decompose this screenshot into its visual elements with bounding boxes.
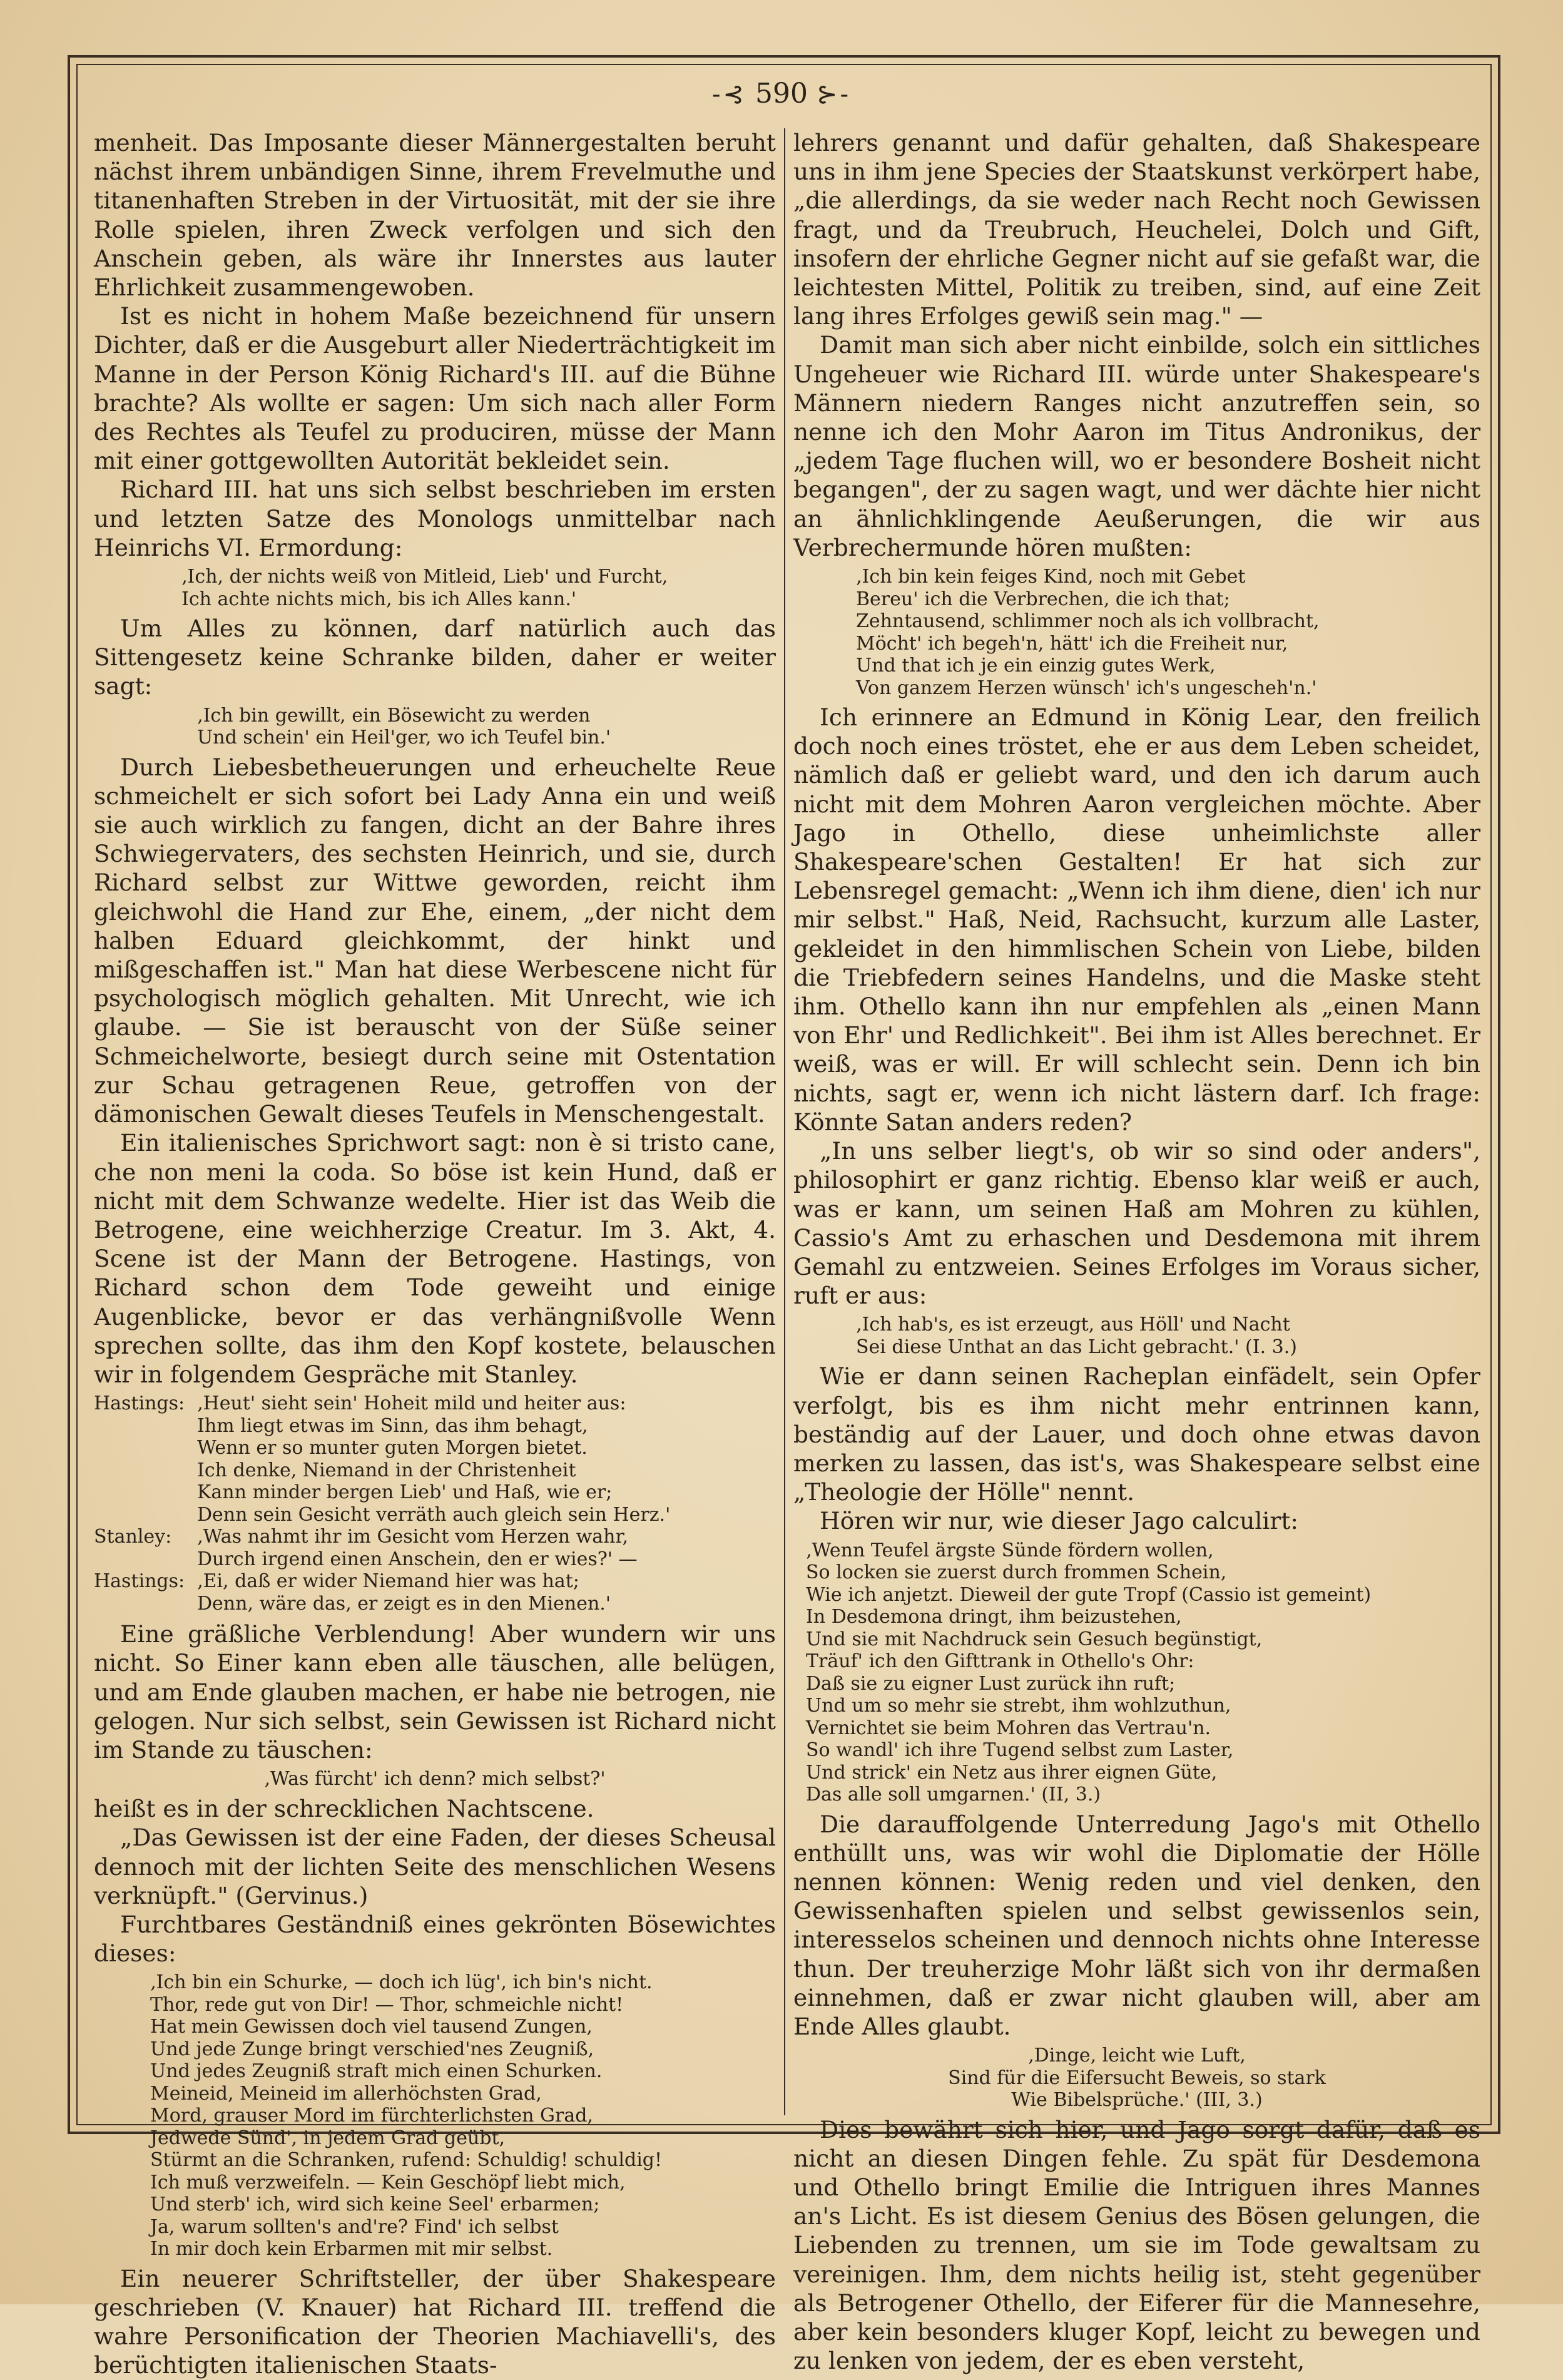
speech-line: Denn, wäre das, er zeigt es in den Mienen.' — [197, 1592, 611, 1615]
quote-line: Und sterb' ich, wird sich keine Seel' erbarmen; — [150, 2194, 600, 2216]
quote-line: Wie ich anjetzt. Dieweil der gute Tropf (Cassio ist gemeint) — [806, 1583, 1372, 1606]
paragraph: Die darauffolgende Unterredung Jago's mit Othello enthüllt uns, was wir wohl die Diplomatie der Hölle nennen können: Wenig reden und viel denken, den Gewissenhaften spielen und selbst gewissenlos sein, interesselos scheinen und dennoch nichts ohne Interesse thun. Der treuherzige Mohr läßt sich von ihr dermaßen einnehmen, daß er zwar nicht glauben will, aber am Ende Alles glaubt. — [793, 1810, 1480, 2040]
speech-line: Ihm liegt etwas im Sinn, das ihm behagt, — [197, 1414, 588, 1437]
quote-line: Stürmt an die Schranken, rufend: Schuldig! schuldig! — [150, 2149, 663, 2172]
quote-richard-2 — [94, 705, 776, 749]
speech-line: ‚Heut' sieht sein' Hoheit mild und heiter aus: — [197, 1392, 626, 1415]
paragraph: Ist es nicht in hohem Maße bezeichnend für unsern Dichter, daß er die Ausgeburt aller Niederträchtigkeit im Manne in der Person König Richard's III. auf die Bühne brachte? Als wollte er sagen: Um sich nach aller Form des Rechtes als Teufel zu produciren, müsse der Mann mit einer gottgewollten Autorität bekleidet sein. — [94, 302, 776, 475]
speech — [94, 1570, 776, 1615]
quote-jago-1 — [793, 1314, 1480, 1358]
quote-line: Zehntausend, schlimmer noch als ich vollbracht, — [856, 610, 1320, 633]
quote-jago-3 — [793, 2045, 1480, 2112]
paragraph: Durch Liebesbetheuerungen und erheuchelte Reue schmeichelt er sich sofort bei Lady Anna ein und weiß sie auch wirklich zu fangen, dicht an der Bahre ihres Schwiegervaters, des sechsten Heinrich, und sie, durch Richard selbst zur Wittwe geworden, reicht ihm gleichwohl die Hand zur Ehe, einem, „der nicht dem halben Eduard gleichkommt, der hinkt und mißgeschaffen ist." Man hat diese Werbescene nicht für psychologisch möglich gehalten. Mit Unrecht, wie ich glaube. — Sie ist berauscht von der Süße seiner Schmeichelworte, besiegt durch seine mit Ostentation zur Schau getragenen Reue, getroffen von der dämonischen Gewalt dieses Teufels in Menschengestalt. — [94, 753, 776, 1128]
paragraph: „In uns selber liegt's, ob wir so sind oder anders", philosophirt er ganz richtig. Ebenso klar weiß er auch, was er kann, um seinen Haß am Mohren zu kühlen, Cassio's Amt zu erhaschen und Desdemona mit ihrem Gemahl zu entzweien. Seines Erfolges im Voraus sicher, ruft er aus: — [793, 1137, 1480, 1310]
paragraph: Ein italienisches Sprichwort sagt: non è si tristo cane, che non meni la coda. So böse ist kein Hund, daß er nicht mit dem Schwanze wedelte. Hier ist das Weib die Betrogene, eine weichherzige Creatur. Im 3. Akt, 4. Scene ist der Mann der Betrogene. Hastings, von Richard schon dem Tode geweiht und einige Augenblicke, bevor er das verhängnißvolle Wenn sprechen sollte, das ihm den Kopf kostete, belauschen wir in folgendem Gespräche mit Stanley. — [94, 1129, 776, 1388]
quote-line: Von ganzem Herzen wünsch' ich's ungescheh'n.' — [856, 677, 1317, 699]
quote-line: So wandl' ich ihre Tugend selbst zum Laster, — [806, 1739, 1234, 1762]
quote-line: Ja, warum sollten's and're? Find' ich selbst — [150, 2215, 559, 2238]
quote-line: Ich achte nichts mich, bis ich Alles kann.' — [181, 588, 577, 610]
quote-line: Bereu' ich die Verbrechen, die ich that; — [856, 588, 1230, 610]
quote-richard-3: ‚Was fürcht' ich denn? mich selbst?' — [264, 1768, 606, 1790]
quote-line: Hat mein Gewissen doch viel tausend Zungen, — [150, 2016, 593, 2038]
column-divider — [784, 128, 785, 2115]
quote-richard-1 — [94, 566, 776, 610]
quote-line: ‚Dinge, leicht wie Luft, — [1028, 2045, 1246, 2067]
paragraph: Damit man sich aber nicht einbilde, solch ein sittliches Ungeheuer wie Richard III. würde unter Shakespeare's Männern niedern Ranges nicht anzutreffen sein, so nenne ich den Mohr Aaron im Titus Andronikus, der „jedem Tage fluchen will, wo er besondere Bosheit nicht begangen", der zu sagen wagt, und wer dächte hier nicht an ähnlichklingende Aeußerungen, die wir aus Verbrechermunde hören mußten: — [793, 331, 1480, 561]
quote-line: In Desdemona dringt, ihm beizustehen, — [806, 1606, 1182, 1628]
quote-line: Und schein' ein Heil'ger, wo ich Teufel bin.' — [197, 727, 611, 749]
dialogue-block — [94, 1392, 776, 1615]
page-number: 590 — [755, 78, 808, 110]
page-header — [0, 75, 1563, 113]
speech — [94, 1526, 776, 1570]
quote-line: Träuf' ich den Gifttrank in Othello's Ohr: — [806, 1650, 1194, 1673]
quote-line: Sei diese Unthat an das Licht gebracht.' (I. 3.) — [856, 1336, 1297, 1358]
ornament-right: ⊱- — [816, 80, 852, 109]
speech-line: Wenn er so munter guten Morgen bietet. — [197, 1437, 588, 1459]
speech-line: Denn sein Gesicht verräth auch gleich sein Herz.' — [197, 1503, 671, 1526]
speech-line: Durch irgend einen Anschein, den er wies?' — — [197, 1548, 638, 1570]
paragraph: Ich erinnere an Edmund in König Lear, den freilich doch noch eines tröstet, ehe er aus dem Leben scheidet, nämlich daß er geliebt ward, und den ich darum auch nicht mit dem Mohren Aaron vergleichen möchte. Aber Jago in Othello, diese unheimlichste aller Shakespeare'schen Gestalten! Er hat sich zur Lebensregel gemacht: „Wenn ich ihm diene, dien' ich nur mir selbst." Haß, Neid, Rachsucht, kurzum alle Laster, gekleidet in den himmlischen Schein von Liebe, bilden die Triebfedern seines Handelns, und die Maske steht ihm. Othello kann ihn nur empfehlen als „einen Mann von Ehr' und Redlichkeit". Bei ihm ist Alles berechnet. Er weiß, was er will. Er will schlecht sein. Denn ich bin nichts, sagt er, wenn ich nicht lästern darf. Ich frage: Könnte Satan anders reden? — [793, 703, 1480, 1136]
quote-line: Daß sie zu eigner Lust zurück ihn ruft; — [806, 1672, 1176, 1695]
paragraph: „Das Gewissen ist der eine Faden, der dieses Scheusal dennoch mit der lichten Seite des menschlichen Wesens verknüpft." (Gervinus.) — [94, 1824, 776, 1909]
quote-line: So locken sie zuerst durch frommen Schein, — [806, 1561, 1227, 1584]
paragraph: Richard III. hat uns sich selbst beschrieben im ersten und letzten Satze des Monologs unmittelbar nach Heinrichs VI. Ermordung: — [94, 476, 776, 561]
speaker-name: Hastings: — [94, 1392, 185, 1415]
speech-line: Kann minder bergen Lieb' und Haß, wie er; — [197, 1481, 613, 1504]
quote-line: Und jedes Zeugniß straft mich einen Schurken. — [150, 2060, 603, 2083]
quote-aaron — [793, 566, 1480, 699]
quote-line: Und um so mehr sie strebt, ihm wohlzuthun, — [806, 1695, 1231, 1717]
speech-line: ‚Ei, daß er wider Niemand hier was hat; — [197, 1570, 579, 1593]
quote-line: Thor, rede gut von Dir! — Thor, schmeichle nicht! — [150, 1993, 624, 2016]
paragraph: Ein neuerer Schriftsteller, der über Shakespeare geschrieben (V. Knauer) hat Richard III. treffend die wahre Personification der Theorien Machiavelli's, des berüchtigten italienischen Staats- — [94, 2264, 776, 2379]
quote-richard-confession — [94, 1971, 776, 2260]
quote-jago-2 — [793, 1540, 1480, 1806]
quote-line: ‚Wenn Teufel ärgste Sünde fördern wollen, — [806, 1539, 1214, 1561]
speaker-name: Stanley: — [94, 1526, 172, 1548]
quote-line: ‚Ich bin gewillt, ein Bösewicht zu werden — [197, 704, 591, 727]
quote-line: ‚Ich bin ein Schurke, — doch ich lüg', ich bin's nicht. — [150, 1971, 653, 1994]
quote-line: Und jede Zunge bringt verschied'nes Zeugniß, — [150, 2038, 594, 2060]
speaker-name: Hastings: — [94, 1570, 185, 1593]
speech-line: ‚Was nahmt ihr im Gesicht vom Herzen wahr, — [197, 1526, 629, 1548]
quote-line: Das alle soll umgarnen.' (II, 3.) — [806, 1784, 1101, 1806]
quote-line: Und that ich je ein einzig gutes Werk, — [856, 655, 1216, 677]
left-column — [94, 128, 776, 2379]
paragraph: Wie er dann seinen Racheplan einfädelt, sein Opfer verfolgt, bis es ihm nicht mehr entrinnen kann, beständig auf der Lauer, und doch ohne etwas davon merken zu lassen, das ist's, was Shakespeare selbst eine „Theologie der Hölle" nennt. — [793, 1362, 1480, 1506]
quote-line: ‚Ich, der nichts weiß von Mitleid, Lieb' und Furcht, — [181, 566, 668, 588]
paragraph: Um Alles zu können, darf natürlich auch das Sittengesetz keine Schranke bilden, daher er weiter sagt: — [94, 615, 776, 700]
ornament-left: -⊰ — [711, 80, 746, 109]
speech-line: Ich denke, Niemand in der Christenheit — [197, 1459, 576, 1481]
quote-line: Sind für die Eifersucht Beweis, so stark — [948, 2066, 1326, 2089]
quote-line: Mord, grauser Mord im fürchterlichsten Grad, — [150, 2105, 593, 2127]
quote-line: Und sie mit Nachdruck sein Gesuch begünstigt, — [806, 1628, 1263, 1650]
quote-line: Möcht' ich begeh'n, hätt' ich die Freiheit nur, — [856, 632, 1288, 655]
quote-line: Und strick' ein Netz aus ihrer eignen Güte, — [806, 1761, 1218, 1784]
paragraph: heißt es in der schrecklichen Nachtscene. — [94, 1795, 594, 1823]
paragraph: Furchtbares Geständniß eines gekrönten Bösewichtes dieses: — [94, 1910, 776, 1968]
quote-line: ‚Ich bin kein feiges Kind, noch mit Gebet — [856, 566, 1246, 588]
quote-line: Jedwede Sünd', in jedem Grad geübt, — [150, 2127, 506, 2149]
paragraph: Dies bewährt sich hier, und Jago sorgt dafür, daß es nicht an diesen Dingen fehle. Zu spät für Desdemona und Othello bringt Emilie die Intriguen ihres Mannes an's Licht. Es ist diesem Genius des Bösen gelungen, die Liebenden zu trennen, um sie im Tode gewaltsam zu vereinigen. Ihm, dem nichts heilig ist, steht gegenüber als Betrogener Othello, der Eiferer für die Mannesehre, aber kein besonders kluger Kopf, leicht zu bewegen und zu lenken von jedem, der es eben versteht, — [793, 2115, 1480, 2375]
quote-line: Ich muß verzweifeln. — Kein Geschöpf liebt mich, — [150, 2171, 626, 2194]
quote-line: Wie Bibelsprüche.' (III, 3.) — [1011, 2089, 1263, 2112]
right-column — [793, 128, 1480, 2375]
paragraph: Eine gräßliche Verblendung! Aber wundern wir uns nicht. So Einer kann eben alle täuschen, alle belügen, und am Ende glauben machen, er habe nie betrogen, nie gelogen. Nur sich selbst, sein Gewissen ist Richard nicht im Stande zu täuschen: — [94, 1620, 776, 1764]
paragraph: Hören wir nur, wie dieser Jago calculirt: — [820, 1507, 1299, 1535]
quote-line: In mir doch kein Erbarmen mit mir selbst. — [150, 2238, 553, 2260]
quote-line: Vernichtet sie beim Mohren das Vertrau'n. — [806, 1717, 1211, 1739]
paragraph: lehrers genannt und dafür gehalten, daß Shakespeare uns in ihm jene Species der Staatskunst verkörpert habe, „die allerdings, da sie weder nach Recht noch Gewissen fragt, und da Treubruch, Heuchelei, Dolch und Gift, insofern der ehrliche Gegner nicht auf sie gefaßt war, die leichtesten Mittel, Politik zu treiben, sind, auf eine Zeit lang ihres Erfolges gewiß sein mag." — — [793, 129, 1480, 330]
speech — [94, 1392, 776, 1526]
quote-line: ‚Ich hab's, es ist erzeugt, aus Höll' und Nacht — [856, 1314, 1290, 1336]
quote-line: Meineid, Meineid im allerhöchsten Grad, — [150, 2082, 542, 2105]
paragraph: menheit. Das Imposante dieser Männergestalten beruht nächst ihrem unbändigen Sinne, ihrem Frevelmuthe und titanenhaften Streben in der Virtuosität, mit der sie ihre Rolle spielen, ihren Zweck verfolgen und sich den Anschein geben, als wäre ihr Innerstes aus lauter Ehrlichkeit zusammengewoben. — [94, 129, 776, 302]
